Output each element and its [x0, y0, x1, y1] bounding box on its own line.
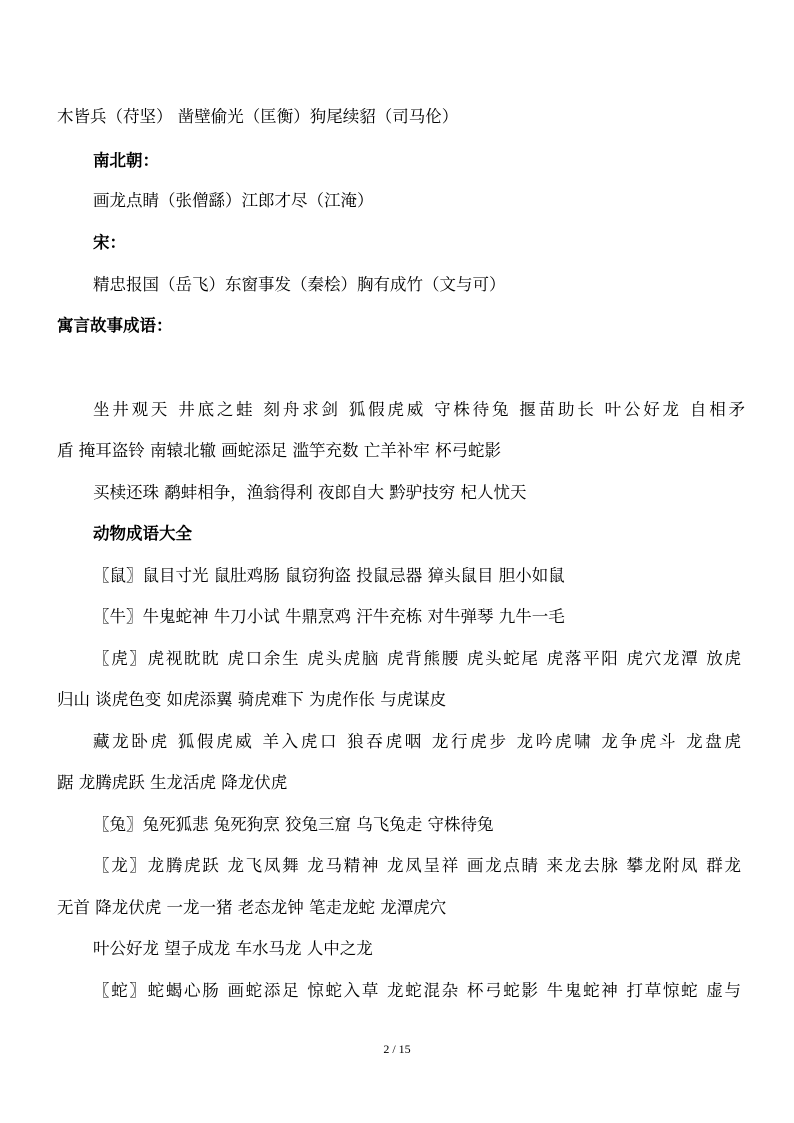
text-line: 藏龙卧虎 狐假虎威 羊入虎口 狼吞虎咽 龙行虎步 龙吟虎啸 龙争虎斗 龙盘虎 [93, 732, 741, 751]
text-line: 〖虎〗虎视眈眈 虎口余生 虎头虎脑 虎背熊腰 虎头蛇尾 虎落平阳 虎穴龙潭 放虎 [93, 649, 741, 668]
text-line: 归山 谈虎色变 如虎添翼 骑虎难下 为虎作伥 与虎谋皮 [57, 690, 447, 709]
text-line: 〖鼠〗鼠目寸光 鼠肚鸡肠 鼠窃狗盗 投鼠忌器 獐头鼠目 胆小如鼠 [93, 566, 565, 585]
text-line: 精忠报国（岳飞）东窗事发（秦桧）胸有成竹（文与可） [93, 275, 506, 294]
text-line: 无首 降龙伏虎 一龙一猪 老态龙钟 笔走龙蛇 龙潭虎穴 [57, 898, 447, 917]
section-heading: 寓言故事成语： [57, 316, 173, 335]
text-line: 〖蛇〗蛇蝎心肠 画蛇添足 惊蛇入草 龙蛇混杂 杯弓蛇影 牛鬼蛇神 打草惊蛇 虚与 [93, 981, 741, 1000]
text-line: 画龙点睛（张僧繇）江郎才尽（江淹） [93, 191, 374, 210]
text-line: 〖牛〗牛鬼蛇神 牛刀小试 牛鼎烹鸡 汗牛充栋 对牛弹琴 九牛一毛 [93, 607, 565, 626]
text-line: 〖龙〗龙腾虎跃 龙飞凤舞 龙马精神 龙凤呈祥 画龙点睛 来龙去脉 攀龙附凤 群龙 [93, 856, 741, 875]
section-heading: 宋： [93, 233, 126, 252]
text-line: 〖兔〗兔死狐悲 兔死狗烹 狡兔三窟 乌飞兔走 守株待兔 [93, 815, 494, 834]
text-line: 坐井观天 井底之蛙 刻舟求剑 狐假虎威 守株待兔 揠苗助长 叶公好龙 自相矛 [93, 400, 745, 419]
page-number: 2 / 15 [383, 1042, 411, 1056]
text-line: 踞 龙腾虎跃 生龙活虎 降龙伏虎 [57, 773, 288, 792]
section-heading: 动物成语大全 [93, 524, 192, 543]
text-line: 叶公好龙 望子成龙 车水马龙 人中之龙 [93, 939, 373, 958]
text-line: 盾 掩耳盗铃 南辕北辙 画蛇添足 滥竽充数 亡羊补牢 杯弓蛇影 [57, 441, 501, 460]
text-line: 木皆兵（苻坚） 凿壁偷光（匡衡）狗尾续貂（司马伦） [57, 107, 459, 126]
section-heading: 南北朝： [93, 151, 159, 170]
text-line: 买椟还珠 鹬蚌相争，渔翁得利 夜郎自大 黔驴技穷 杞人忧天 [93, 483, 527, 502]
